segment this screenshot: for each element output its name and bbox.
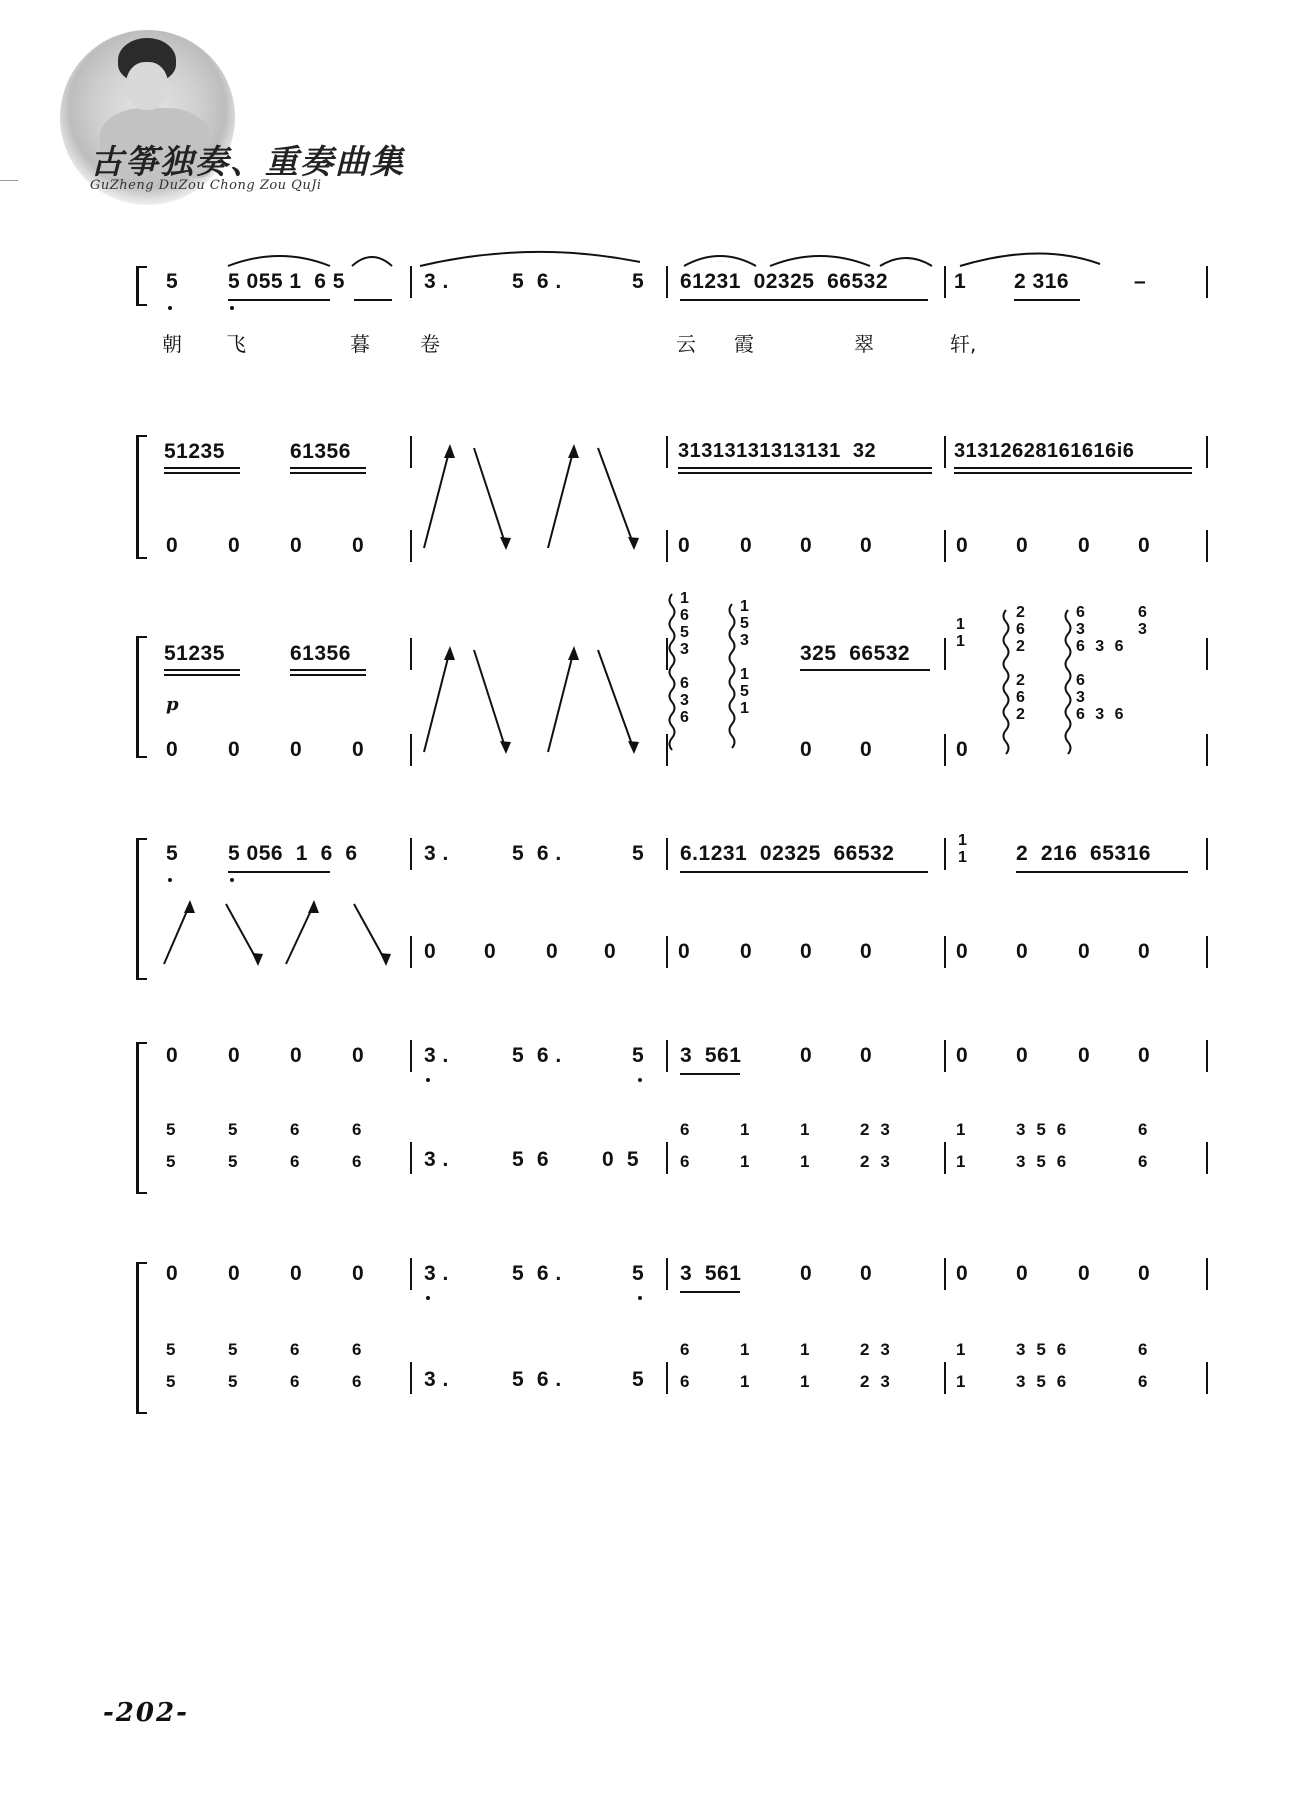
note-group: 6.1231 02325 66532 [680,842,895,865]
note: 0 [678,940,691,963]
arrow-head [628,741,639,754]
note-group: 3 . [424,1262,449,1285]
gliss-arrow [474,650,506,750]
arrow-head [444,444,455,458]
note-group: 5 6 . [512,1262,562,1285]
arpeggio-line [670,594,675,750]
note: 0 [860,534,873,557]
note: 0 [228,1044,241,1067]
chord-stack: 1 1 [800,1120,810,1171]
note: 0 [290,534,303,557]
note: 0 [484,940,497,963]
note: 0 [1078,1262,1091,1285]
note-group: 0 5 [602,1148,640,1171]
note: 0 [678,534,691,557]
slur [960,253,1100,266]
chord-stack: 1 1 [956,616,966,650]
note-group: 325 66532 [800,642,911,665]
note-group: 5 [632,270,645,293]
note-group: – [1134,270,1147,293]
chord-stack: 6 3 [1138,604,1148,638]
chord-stack: 1 1 [956,1120,966,1171]
note-group: 3 . [424,842,449,865]
note: 0 [1016,1262,1029,1285]
arpeggio-line [1004,610,1009,754]
note-group: 61356 [290,642,351,665]
note: 0 [740,534,753,557]
note: 0 [956,1044,969,1067]
chord-stack: 6 3 6 3 6 6 3 6 3 6 [1076,604,1124,723]
slur [684,256,756,266]
arrow-head [308,900,319,913]
octave-dot [168,878,172,882]
chord-stack: 1 1 [956,1340,966,1391]
chord-stack: 1 5 3 1 5 1 [740,598,750,717]
note-group: 2 316 [1014,270,1070,293]
arpeggio-line [1066,610,1071,754]
note-group: 5 [166,270,179,293]
lyric-char: 卷 [420,332,440,356]
note: 0 [1138,1044,1151,1067]
arrow-head [380,953,391,966]
arrow-head [252,953,263,966]
arrow-head [568,646,579,660]
octave-dot [230,306,234,310]
octave-dot [230,878,234,882]
page-number: -202- [103,1698,189,1728]
note: 0 [860,1262,873,1285]
note: 0 [740,940,753,963]
note: 0 [352,1044,365,1067]
slur [880,258,932,266]
note-group: 2 216 65316 [1016,842,1151,865]
chord-stack: 1 1 [740,1340,750,1391]
note-group: 3 . [424,270,449,293]
note-group: 1 [954,270,967,293]
note-group: 3 561 [680,1044,742,1067]
note-group: 5 6 [512,1148,550,1171]
chord-stack: 3 5 6 3 5 6 [1016,1340,1067,1391]
arrow-head [568,444,579,458]
arrow-head [500,741,511,754]
chord-stack: 2 3 2 3 [860,1120,891,1171]
arrow-head [500,537,511,550]
chord-stack: 1 1 [740,1120,750,1171]
note: 0 [956,534,969,557]
note-group: 51235 [164,440,225,463]
note: 0 [1138,534,1151,557]
book-subtitle: GuZheng DuZou Chong Zou QuJi [90,178,322,193]
note: 0 [860,940,873,963]
note: 0 [1016,940,1029,963]
gliss-arrow [598,448,634,546]
note-group: 3 . [424,1148,449,1171]
chord-stack: 1 6 5 3 6 3 6 [680,590,690,726]
note: 0 [290,738,303,761]
note: 0 [1138,940,1151,963]
note: 0 [166,1262,179,1285]
chord-stack: 6 6 [1138,1340,1148,1391]
lyric-char: 霞 [734,332,754,356]
note-group: 51235 [164,642,225,665]
slur [770,256,870,266]
chord-stack: 6 6 [352,1340,362,1391]
chord-stack: 2 3 2 3 [860,1340,891,1391]
book-title: 古筝独奏、重奏曲集 [90,142,405,181]
note: 0 [1016,534,1029,557]
chord-stack: 5 5 [166,1120,176,1171]
note: 0 [1078,1044,1091,1067]
note: 0 [956,940,969,963]
gliss-arrow [548,650,574,752]
note-group: 5 [166,842,179,865]
note: 0 [800,534,813,557]
lyric-char: 朝 [162,332,182,356]
note-group: 3 . [424,1044,449,1067]
note-group: 5 [632,1262,645,1285]
chord-stack: 1 1 [958,832,968,866]
note-group: 5 [632,1044,645,1067]
note-group: 3 561 [680,1262,742,1285]
slur [352,257,392,266]
note: 0 [228,738,241,761]
note: 0 [546,940,559,963]
lyric-char: 翠 [854,332,874,356]
note: 0 [860,738,873,761]
note: 0 [228,1262,241,1285]
octave-dot [426,1296,430,1300]
note-group: 5 6 . [512,1044,562,1067]
gliss-arrow [548,448,574,548]
note: 0 [800,738,813,761]
gliss-arrow [598,650,634,750]
dynamic-marking: p [166,694,179,715]
chord-stack: 5 5 [166,1340,176,1391]
lyric-char: 飞 [226,332,246,356]
note: 0 [166,1044,179,1067]
note: 0 [604,940,617,963]
octave-dot [638,1078,642,1082]
octave-dot [638,1296,642,1300]
note-group: 5 [632,1368,645,1391]
note-group: 5 055 1 6 5 [228,270,345,293]
note: 0 [290,1044,303,1067]
chord-stack: 6 6 [680,1340,690,1391]
note: 0 [1016,1044,1029,1067]
gliss-arrow [424,650,450,752]
note-group: 5 6 . [512,842,562,865]
note: 0 [424,940,437,963]
octave-dot [426,1078,430,1082]
arrow-head [184,900,195,913]
note: 0 [1078,940,1091,963]
note-group: 61231 02325 66532 [680,270,889,293]
chord-stack: 6 6 [1138,1120,1148,1171]
note: 0 [956,1262,969,1285]
note-group: 31313131313131 32 [678,440,877,462]
note-group: 3 . [424,1368,449,1391]
octave-dot [168,306,172,310]
chord-stack: 6 6 [352,1120,362,1171]
note: 0 [860,1044,873,1067]
note-group: 5 [632,842,645,865]
note: 0 [228,534,241,557]
note-group: 31312628161616i6 [954,440,1135,462]
note: 0 [352,1262,365,1285]
note: 0 [166,738,179,761]
lyric-char: 暮 [350,332,370,356]
chord-stack: 6 6 [680,1120,690,1171]
lyric-char: 云 [676,332,696,356]
note: 0 [290,1262,303,1285]
gliss-arrow [474,448,506,546]
note: 0 [166,534,179,557]
note-group: 5 6 . [512,270,562,293]
note: 0 [956,738,969,761]
chord-stack: 2 6 2 2 6 2 [1016,604,1026,723]
slur [228,256,330,266]
slur [420,252,640,266]
lyric-char: 轩, [950,332,977,356]
chord-stack: 5 5 [228,1340,238,1391]
note-group: 61356 [290,440,351,463]
chord-stack: 1 1 [800,1340,810,1391]
chord-stack: 6 6 [290,1340,300,1391]
arpeggio-line [730,604,735,748]
chord-stack: 5 5 [228,1120,238,1171]
note: 0 [800,1044,813,1067]
gliss-arrow [424,448,450,548]
note: 0 [800,940,813,963]
note: 0 [800,1262,813,1285]
note: 0 [1078,534,1091,557]
arrow-head [444,646,455,660]
chord-stack: 6 6 [290,1120,300,1171]
note-group: 5 056 1 6 6 [228,842,358,865]
note: 0 [1138,1262,1151,1285]
arrow-head [628,537,639,550]
note-group: 5 6 . [512,1368,562,1391]
note: 0 [352,534,365,557]
chord-stack: 3 5 6 3 5 6 [1016,1120,1067,1171]
note: 0 [352,738,365,761]
